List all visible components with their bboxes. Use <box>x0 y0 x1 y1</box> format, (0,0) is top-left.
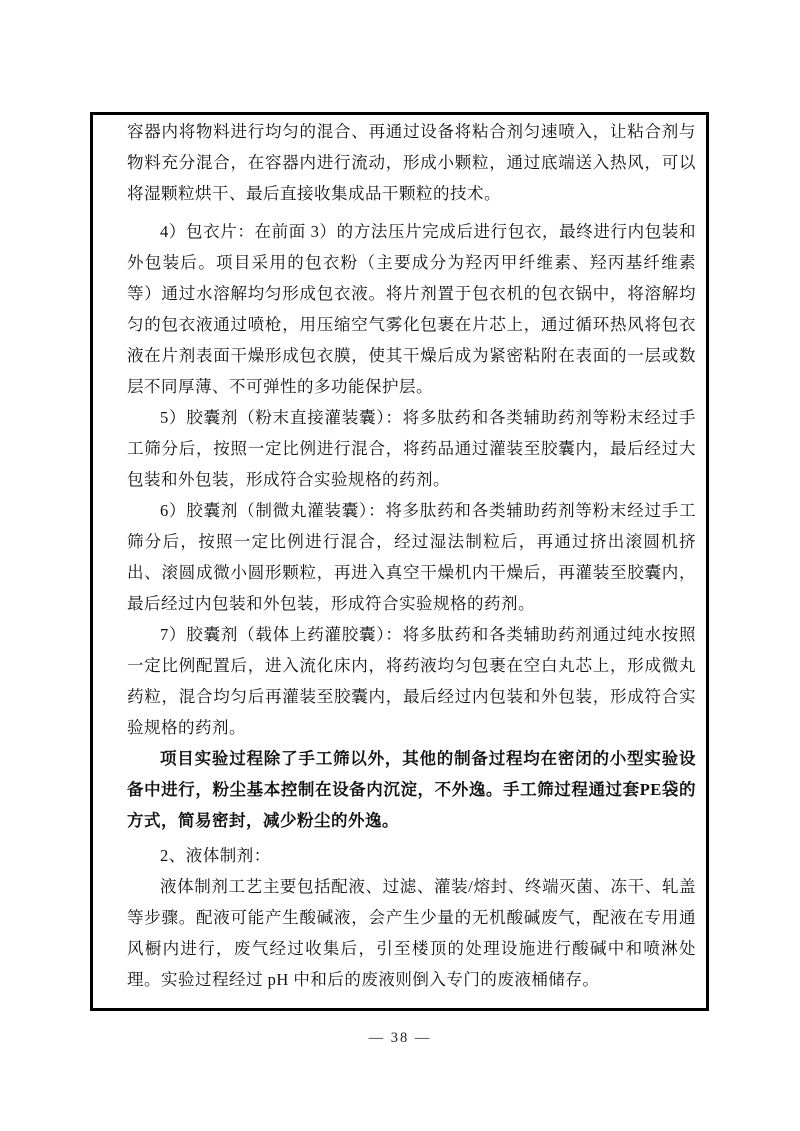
body-paragraph-dust-control-bold: 项目实验过程除了手工筛以外，其他的制备过程均在密闭的小型实验设备中进行，粉尘基本控制在设备内沉淀，不外逸。手工筛过程通过套PE袋的方式，简易密封，减少粉尘的外逸。 <box>127 749 696 830</box>
section-heading-liquid-preparation: 2、液体制剂： <box>160 846 271 865</box>
body-paragraph-coated-tablet: 4）包衣片：在前面 3）的方法压片完成后进行包衣，最终进行内包装和外包装后。项目采用的包衣粉（主要成分为羟丙甲纤维素、羟丙基纤维素等）通过水溶解均匀形成包衣液。将片剂置于包衣机的包衣锅中，将溶解均匀的包衣液通过喷枪，用压缩空气雾化包裹在片芯上，通过循环热风将包衣液在片剂表面干燥形成包衣膜，使其干燥后成为紧密粘附在表面的一层或数层不同厚薄、不可弹性的多功能保护层。 <box>127 222 696 396</box>
body-paragraph-capsule-powder-fill: 5）胶囊剂（粉末直接灌装囊）：将多肽药和各类辅助药剂等粉末经过手工筛分后，按照一定比例进行混合，将药品通过灌装至胶囊内，最后经过大包装和外包装，形成符合实验规格的药剂。 <box>127 408 696 489</box>
page-border-frame <box>90 112 709 1011</box>
body-paragraph-capsule-carrier-fill: 7）胶囊剂（载体上药灌胶囊）：将多肽药和各类辅助药剂通过纯水按照一定比例配置后，进入流化床内，将药液均匀包裹在空白丸芯上，形成微丸药粒，混合均匀后再灌装至胶囊内，最后经过内包装和外包装，形成符合实验规格的药剂。 <box>127 625 696 737</box>
body-paragraph-capsule-pellet-fill: 6）胶囊剂（制微丸灌装囊）：将多肽药和各类辅助药剂等粉末经过手工筛分后，按照一定比例进行混合，经过湿法制粒后，再通过挤出滚圆机挤出、滚圆成微小圆形颗粒，再进入真空干燥机内干燥后，再灌装至胶囊内，最后经过内包装和外包装，形成符合实验规格的药剂。 <box>127 501 696 613</box>
body-paragraph-liquid-process: 液体制剂工艺主要包括配液、过滤、灌装/熔封、终端灭菌、冻干、轧盖等步骤。配液可能产生酸碱液，会产生少量的无机酸碱废气，配液在专用通风橱内进行，废气经过收集后，引至楼顶的处理设施进行酸碱中和喷淋处理。实验过程经过 pH 中和后的废液则倒入专门的废液桶储存。 <box>127 877 696 989</box>
page-number: — 38 — <box>368 1030 432 1046</box>
body-paragraph-continuation: 容器内将物料进行均匀的混合、再通过设备将粘合剂匀速喷入，让粘合剂与物料充分混合，在容器内进行流动，形成小颗粒，通过底端送入热风，可以将湿颗粒烘干、最后直接收集成品干颗粒的技术。 <box>127 122 696 203</box>
